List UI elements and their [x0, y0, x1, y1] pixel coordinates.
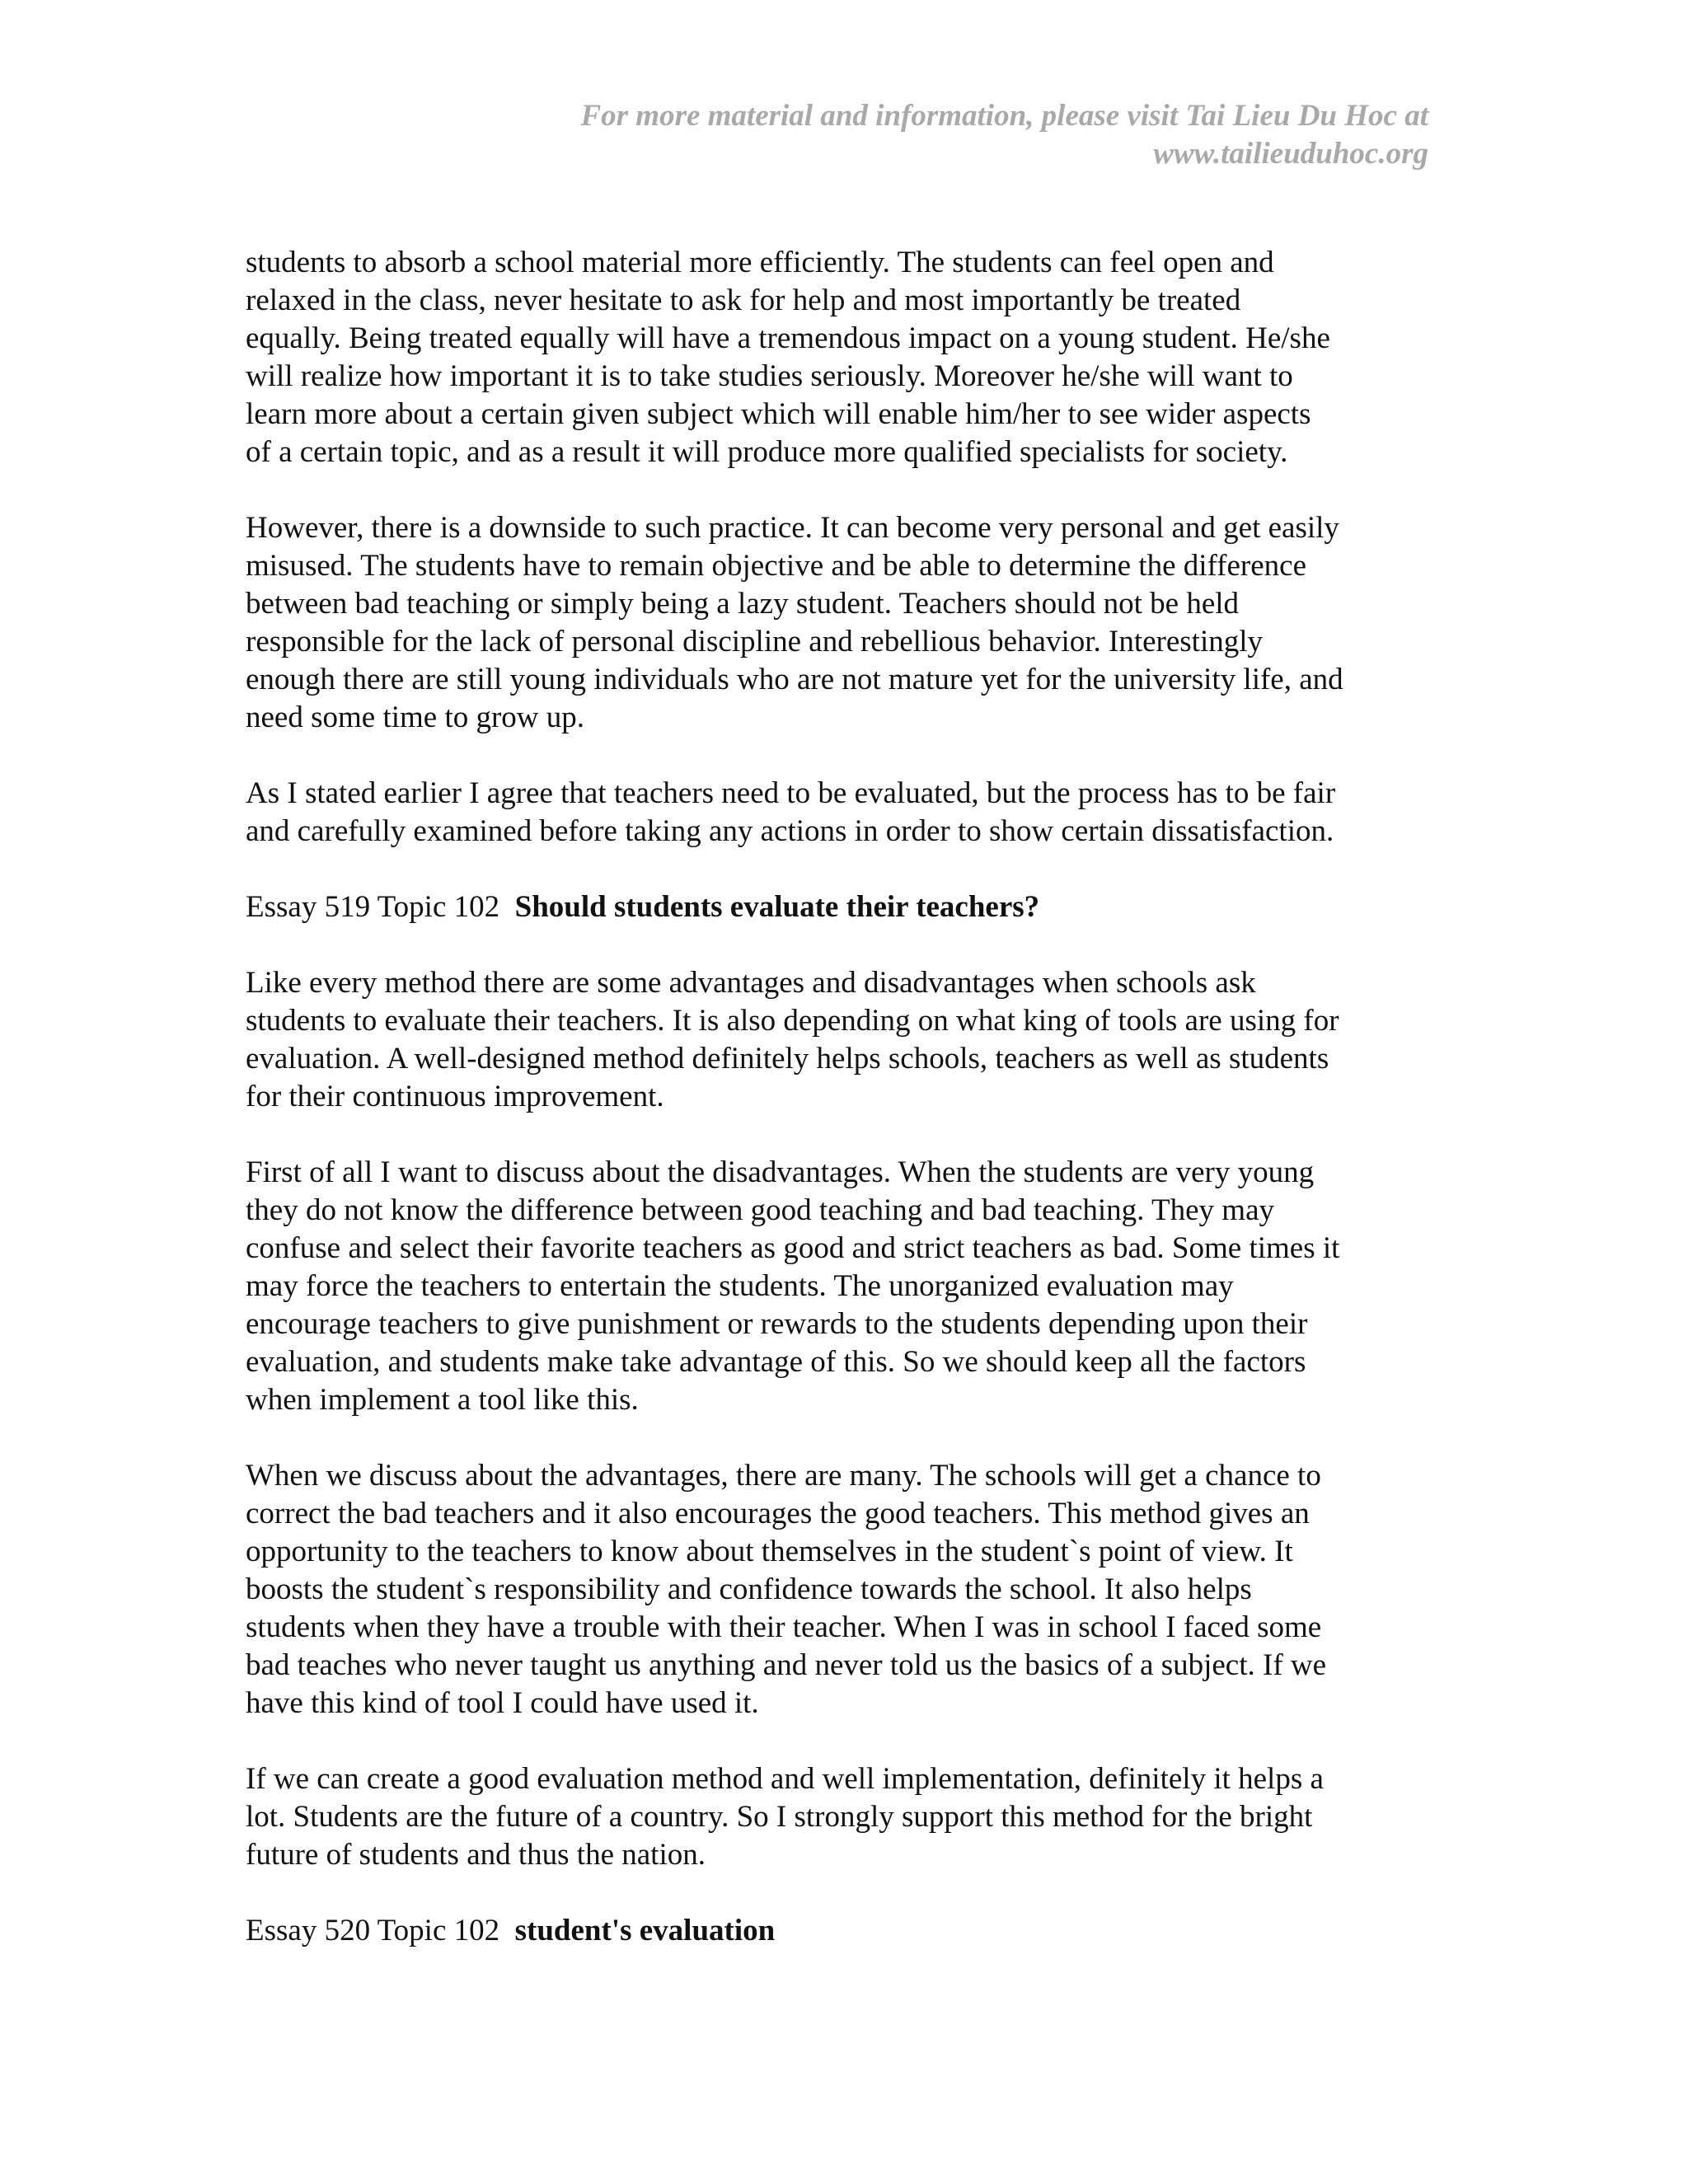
essay-title: student's evaluation [514, 1914, 776, 1947]
essay-label: Essay 520 Topic 102 [246, 1914, 500, 1947]
paragraph: However, there is a downside to such practice. It can become very personal and get easily misused. The students have to remain objective and be able to determine the difference between bad teaching or simply being a lazy student. Teachers should not be held responsible for the lack of personal discipline and rebellious behavior. Interestingly enough there are still young individuals who are not mature yet for the university life, and need some time to grow up. [246, 511, 1343, 734]
essay-heading-519 [246, 888, 1432, 926]
paragraph: When we discuss about the advantages, there are many. The schools will get a chance to correct the bad teachers and it also encourages the good teachers. This method gives an opportunity to the teachers to know about themselves in the student`s point of view. It boosts the student`s responsibility and confidence towards the school. It also helps students when they have a trouble with their teacher. When I was in school I faced some bad teaches who never taught us anything and never told us the basics of a subject. If we have this kind of tool I could have used it. [246, 1459, 1327, 1720]
paragraph: As I stated earlier I agree that teachers need to be evaluated, but the process has to be fair and carefully examined before taking any actions in order to show certain dissatisfaction. [246, 776, 1336, 848]
paragraph: First of all I want to discuss about the disadvantages. When the students are very young they do not know the difference between good teaching and bad teaching. They may confuse and select their favorite teachers as good and strict teachers as bad. Some times it may force the teachers to entertain the students. The unorganized evaluation may encourage teachers to give punishment or rewards to the students depending upon their evaluation, and students make take advantage of this. So we should keep all the factors when implement a tool like this. [246, 1155, 1340, 1417]
essay-heading-520 [246, 1912, 1432, 1950]
page-header [439, 97, 1428, 173]
header-line-2: www.tailieuduhoc.org [1153, 137, 1428, 171]
paragraph: students to absorb a school material more efficiently. The students can feel open and relaxed in the class, never hesitate to ask for help and most importantly be treated equally. Being treated equally will have a tremendous impact on a young student. He/she will realize how important it is to take studies seriously. Moreover he/she will want to learn more about a certain given subject which will enable him/her to see wider aspects of a certain topic, and as a result it will produce more qualified specialists for society. [246, 246, 1330, 469]
essay-label: Essay 519 Topic 102 [246, 890, 500, 924]
document-body [246, 244, 1432, 1988]
paragraph: If we can create a good evaluation method and well implementation, definitely it helps a lot. Students are the future of a country. So I strongly support this method for the bright future of students and thus the nation. [246, 1762, 1324, 1872]
paragraph: Like every method there are some advantages and disadvantages when schools ask students to evaluate their teachers. It is also depending on what king of tools are using for evaluation. A well-designed method definitely helps schools, teachers as well as students for their continuous improvement. [246, 966, 1339, 1113]
essay-title: Should students evaluate their teachers? [514, 890, 1040, 924]
header-line-1: For more material and information, please visit Tai Lieu Du Hoc at [580, 99, 1428, 133]
